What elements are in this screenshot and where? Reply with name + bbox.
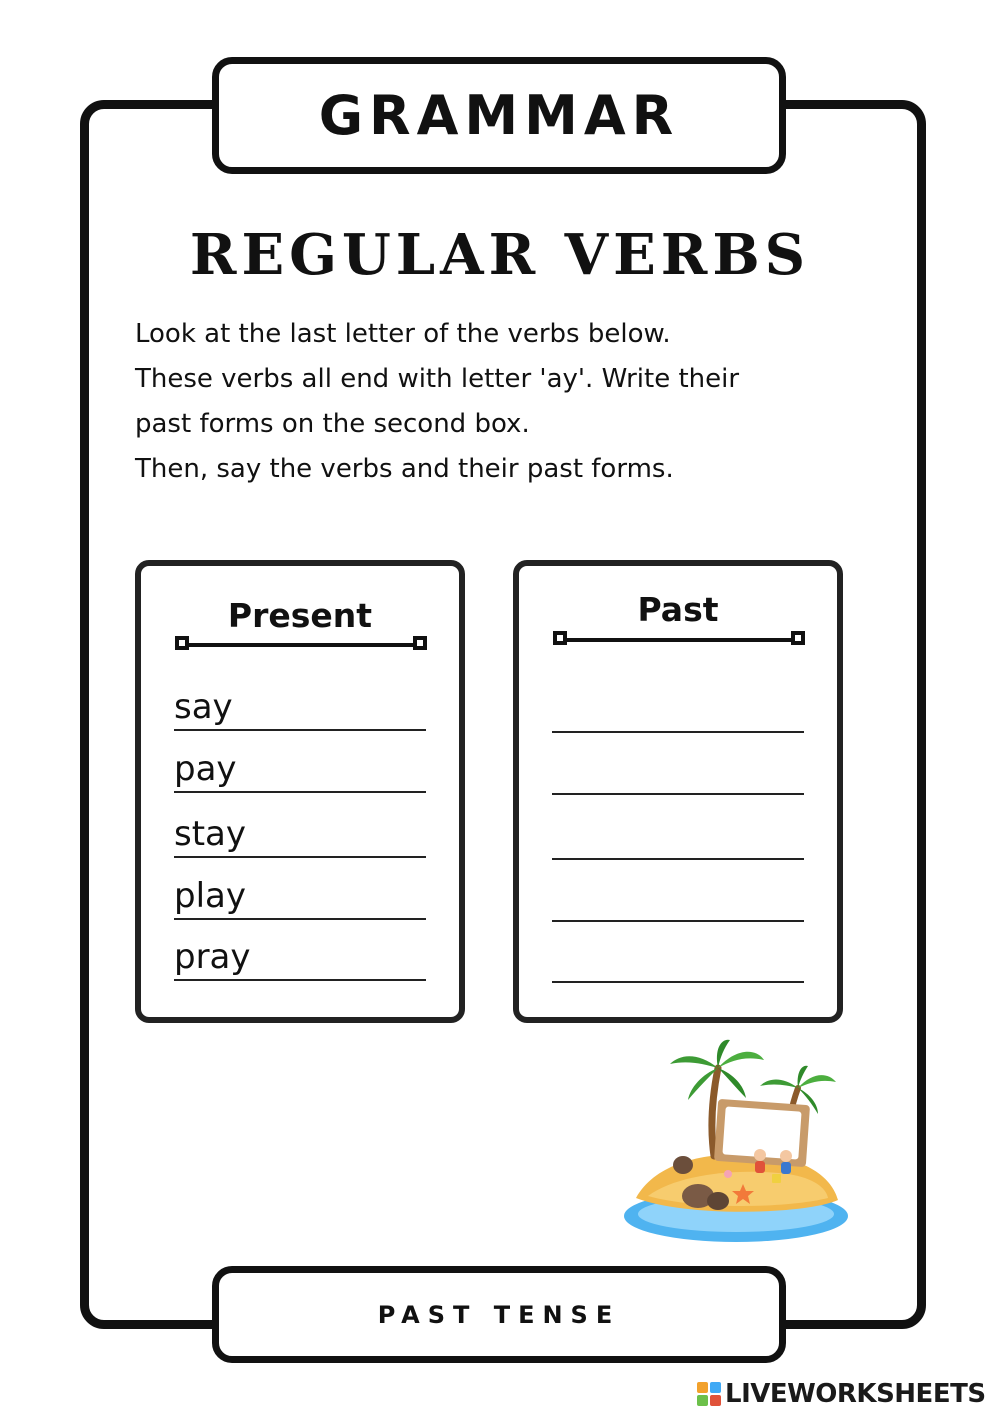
instructions (135, 312, 855, 492)
title-underline-connector (553, 631, 805, 649)
past-answer-row (552, 753, 804, 795)
instruction-line: Then, say the verbs and their past forms. (135, 454, 674, 484)
past-box-title: Past (637, 590, 719, 629)
past-box (513, 560, 843, 1023)
past-answer-input[interactable] (552, 943, 804, 981)
present-verb: say (174, 687, 233, 727)
past-answer-row (552, 941, 804, 983)
present-verb-row (174, 751, 426, 793)
past-answer-row (552, 691, 804, 733)
footer-banner (212, 1266, 786, 1363)
present-verb-row (174, 939, 426, 981)
present-box-title: Present (227, 596, 373, 635)
present-verb: pray (174, 937, 251, 977)
present-box (135, 560, 465, 1023)
instruction-line: These verbs all end with letter 'ay'. Write their (135, 364, 740, 394)
past-answer-input[interactable] (552, 882, 804, 920)
present-verb-row (174, 689, 426, 731)
present-verb: play (174, 876, 246, 916)
instruction-line: Look at the last letter of the verbs below. (135, 319, 671, 349)
present-verb-row (174, 878, 426, 920)
past-answer-row (552, 880, 804, 922)
past-answer-input[interactable] (552, 693, 804, 731)
footer-label: PAST TENSE (377, 1300, 621, 1329)
present-verb: stay (174, 814, 247, 854)
past-answer-input[interactable] (552, 820, 804, 858)
watermark-text: LIVEWORKSHEETS (725, 1379, 986, 1409)
worksheet-title: GRAMMAR (318, 84, 680, 147)
past-answer-row (552, 818, 804, 860)
present-verb: pay (174, 749, 237, 789)
instruction-line: past forms on the second box. (135, 409, 530, 439)
present-verb-row (174, 816, 426, 858)
tropical-island-illustration (618, 1038, 848, 1248)
liveworksheets-logo-icon (696, 1381, 722, 1407)
worksheet-heading: REGULAR VERBS (189, 222, 811, 288)
title-banner (212, 57, 786, 174)
title-underline-connector (175, 636, 427, 654)
liveworksheets-watermark (696, 1380, 986, 1408)
past-answer-input[interactable] (552, 755, 804, 793)
